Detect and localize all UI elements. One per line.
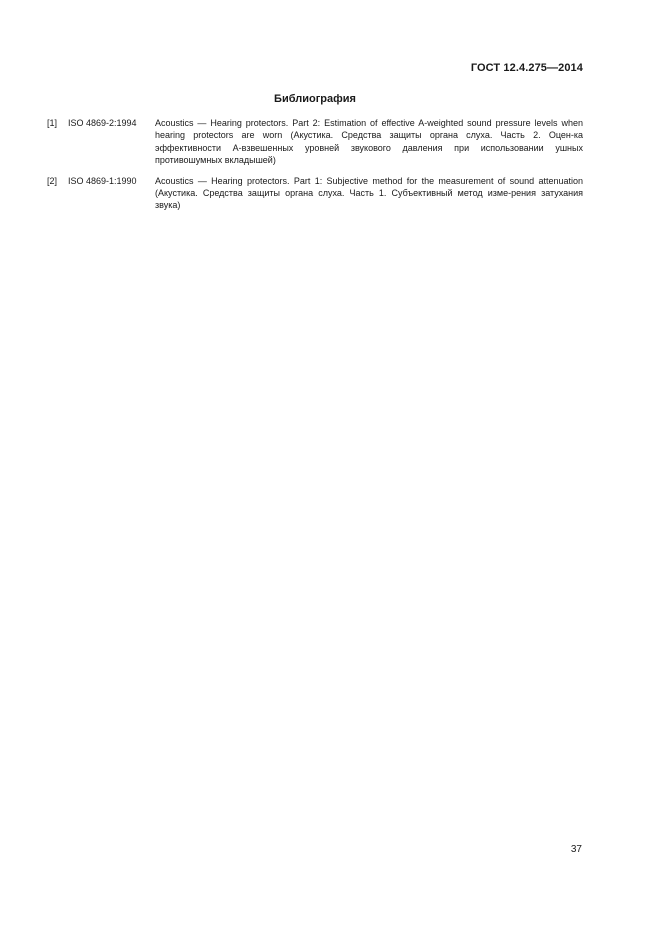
entry-number: [1] bbox=[47, 118, 58, 128]
bibliography-list bbox=[47, 117, 583, 220]
page-number: 37 bbox=[570, 844, 582, 855]
bibliography-entry bbox=[47, 117, 583, 167]
document-id: ГОСТ 12.4.275—2014 bbox=[470, 62, 583, 74]
bibliography-entry bbox=[47, 175, 583, 212]
entry-number: [2] bbox=[47, 175, 58, 186]
entry-description: Acoustics — Hearing protectors. Part 2: Estimation of effective A-weighted sound pressure levels when hearing protectors are worn (Акустика. Средства защиты органа слуха. Часть 2. Оцен-ка эффективности А-взвешенных уровней звукового давления при использовании ушных противошумных вкладышей) bbox=[155, 118, 583, 166]
entry-standard-code: ISO 4869-1:1990 bbox=[68, 175, 137, 186]
entry-description: Acoustics — Hearing protectors. Part 1: Subjective method for the measurement of sound attenuation (Акустика. Средства защиты органа слуха. Часть 1. Субъективный метод изме-рения затухания звука) bbox=[155, 175, 583, 211]
bibliography-title: Библиография bbox=[274, 93, 356, 105]
entry-standard-code: ISO 4869-2:1994 bbox=[68, 118, 137, 128]
